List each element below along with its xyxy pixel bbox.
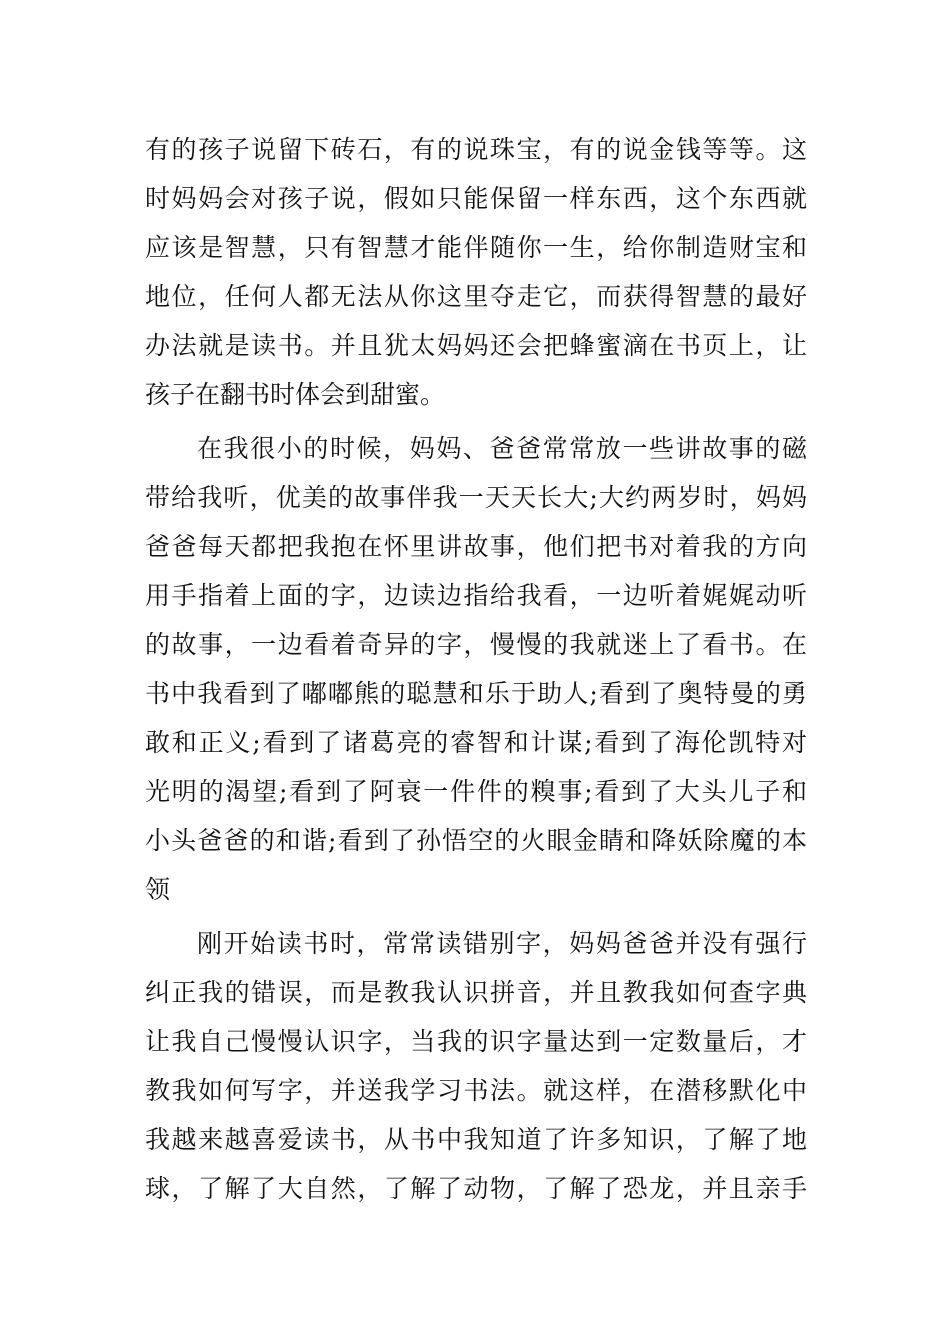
- text-line: 带给我听，优美的故事伴我一天天长大;大约两岁时，妈妈: [145, 483, 807, 512]
- text-line: 孩子在翻书时体会到甜蜜。: [145, 380, 446, 409]
- text-line: 时妈妈会对孩子说，假如只能保留一样东西，这个东西就: [145, 184, 807, 213]
- text-line: 地位，任何人都无法从你这里夺走它，而获得智慧的最好: [145, 282, 807, 311]
- text-line: 领: [145, 875, 171, 904]
- text-line: 纠正我的错误，而是教我认识拼音，并且教我如何查字典: [145, 978, 807, 1007]
- text-line: 爸爸每天都把我抱在怀里讲故事，他们把书对着我的方向: [145, 532, 807, 561]
- text-line: 有的孩子说留下砖石，有的说珠宝，有的说金钱等等。这: [145, 135, 807, 164]
- text-line: 应该是智慧，只有智慧才能伴随你一生，给你制造财宝和: [145, 233, 807, 262]
- text-line: 小头爸爸的和谐;看到了孙悟空的火眼金睛和降妖除魔的本: [145, 826, 807, 855]
- text-line: 球，了解了大自然，了解了动物，了解了恐龙，并且亲手: [145, 1174, 807, 1203]
- text-line: 的故事，一边看着奇异的字，慢慢的我就迷上了看书。在: [145, 630, 807, 659]
- paragraph-first-line: 在我很小的时候，妈妈、爸爸常常放一些讲故事的磁: [197, 434, 807, 463]
- text-line: 书中我看到了嘟嘟熊的聪慧和乐于助人;看到了奥特曼的勇: [145, 679, 807, 708]
- text-line: 办法就是读书。并且犹太妈妈还会把蜂蜜滴在书页上，让: [145, 331, 807, 360]
- text-line: 教我如何写字，并送我学习书法。就这样，在潜移默化中: [145, 1076, 807, 1105]
- paragraph-first-line: 刚开始读书时，常常读错别字，妈妈爸爸并没有强行: [197, 929, 807, 958]
- text-line: 我越来越喜爱读书，从书中我知道了许多知识，了解了地: [145, 1125, 807, 1154]
- text-line: 光明的渴望;看到了阿衰一件件的糗事;看到了大头儿子和: [145, 777, 807, 806]
- text-line: 敢和正义;看到了诸葛亮的睿智和计谋;看到了海伦凯特对: [145, 728, 807, 757]
- text-line: 让我自己慢慢认识字，当我的识字量达到一定数量后，才: [145, 1027, 807, 1056]
- text-line: 用手指着上面的字，边读边指给我看，一边听着娓娓动听: [145, 581, 807, 610]
